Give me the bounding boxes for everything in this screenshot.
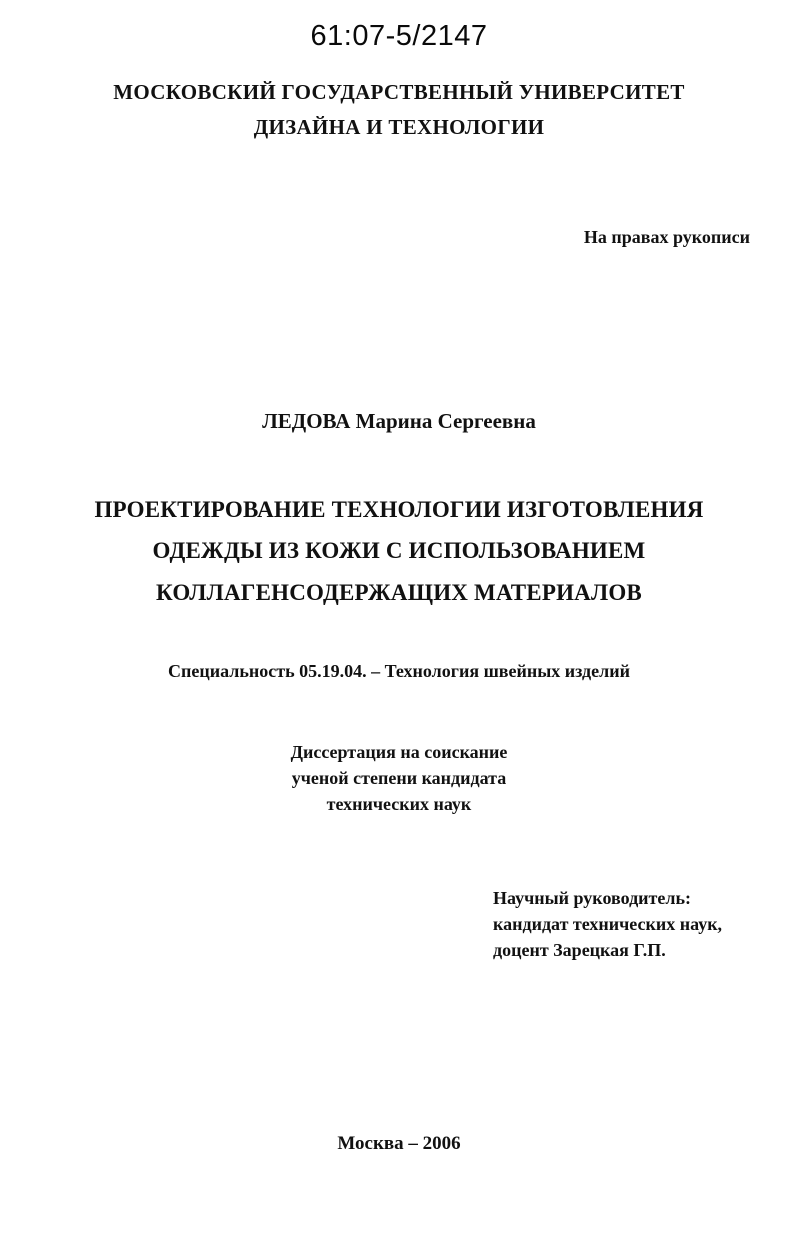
dissertation-note-line-2: ученой степени кандидата: [291, 768, 507, 788]
university-name-line-1: МОСКОВСКИЙ ГОСУДАРСТВЕННЫЙ УНИВЕРСИТЕТ: [113, 80, 685, 104]
supervisor-line-1: Научный руководитель:: [493, 888, 691, 908]
specialty: Специальность 05.19.04. – Технология швейных изделий: [168, 661, 630, 681]
thesis-title-line-2: ОДЕЖДЫ ИЗ КОЖИ С ИСПОЛЬЗОВАНИЕМ: [152, 538, 646, 563]
dissertation-note-line-3: технических наук: [326, 794, 472, 814]
thesis-title-line-3: КОЛЛАГЕНСОДЕРЖАЩИХ МАТЕРИАЛОВ: [156, 580, 642, 605]
supervisor-line-2: кандидат технических наук,: [493, 914, 723, 934]
university-name-line-2: ДИЗАЙНА И ТЕХНОЛОГИИ: [253, 115, 545, 139]
catalog-number: 61:07-5/2147: [310, 20, 488, 52]
thesis-title-line-1: ПРОЕКТИРОВАНИЕ ТЕХНОЛОГИИ ИЗГОТОВЛЕНИЯ: [94, 497, 704, 522]
supervisor-line-3: доцент Зарецкая Г.П.: [493, 940, 666, 960]
author-name: ЛЕДОВА Марина Сергеевна: [262, 409, 536, 433]
manuscript-note: На правах рукописи: [583, 227, 750, 247]
dissertation-note-line-1: Диссертация на соискание: [290, 742, 508, 762]
city-year: Москва – 2006: [337, 1133, 461, 1154]
